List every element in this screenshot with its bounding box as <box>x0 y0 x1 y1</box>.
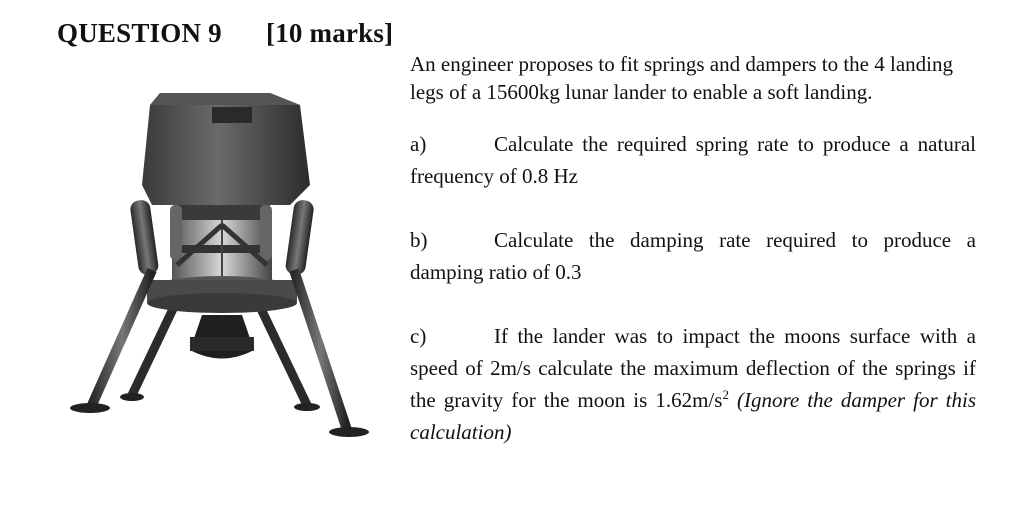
part-b <box>410 224 976 288</box>
part-a-label: a) <box>410 132 427 156</box>
part-c-note: (Ignore the damper for this calculation) <box>410 388 976 444</box>
part-b-text: Calculate the damping rate required to produce a damping ratio of 0.3 <box>410 228 976 284</box>
part-c-superscript: 2 <box>722 387 729 402</box>
question-number: QUESTION 9 <box>57 18 222 48</box>
question-text <box>410 50 976 448</box>
part-c-text: If the lander was to impact the moons surface with a speed of 2m/s calculate the maximum deflection of the springs if the gravity for the moon is 1.62m/s <box>410 324 976 412</box>
part-c <box>410 320 976 448</box>
part-c-label: c) <box>410 324 427 348</box>
question-marks: [10 marks] <box>266 18 394 48</box>
lunar-lander-image <box>62 75 372 445</box>
intro-paragraph: An engineer proposes to fit springs and dampers to the 4 landing legs of a 15600kg lunar lander to enable a soft landing. <box>410 52 953 104</box>
question-heading <box>57 18 394 49</box>
part-a <box>410 128 976 192</box>
part-a-text: Calculate the required spring rate to produce a natural frequency of 0.8 Hz <box>410 132 976 188</box>
part-b-label: b) <box>410 228 428 252</box>
